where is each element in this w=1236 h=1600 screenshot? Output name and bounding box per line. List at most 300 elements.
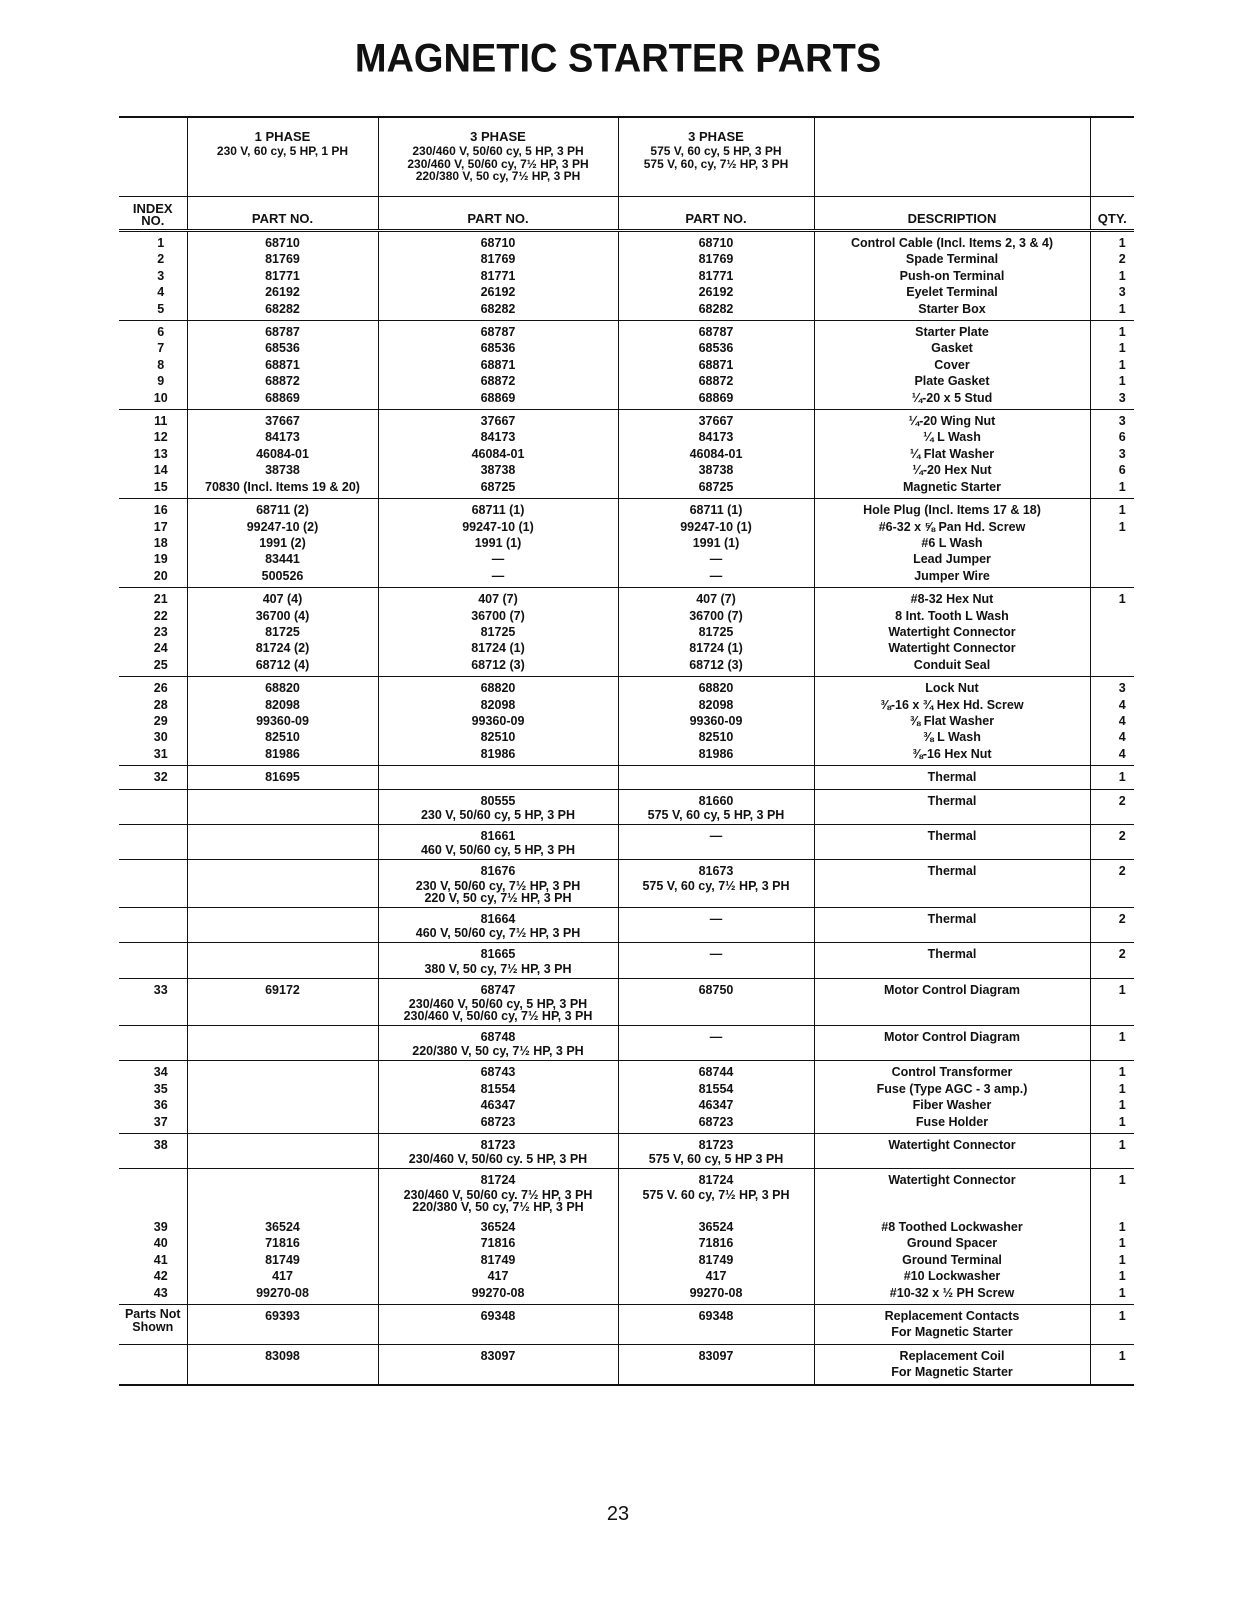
part-no-3phase-b-cell	[618, 499, 814, 588]
part-no-3phase-b-value: 575 V, 60 cy, 7½ HP, 3 PH	[642, 878, 790, 893]
part-no-3phase-b-value: 81986	[698, 746, 734, 761]
qty-value: 2	[1118, 864, 1126, 879]
index-value: 5	[157, 301, 165, 316]
index-cell	[119, 766, 187, 789]
index-value: 1	[157, 236, 165, 250]
part-no-3phase-b-cell	[618, 231, 814, 321]
table-row	[119, 789, 1134, 824]
part-no-1phase-cell	[187, 789, 378, 824]
part-no-3phase-b-value: 99270-08	[689, 1285, 743, 1300]
part-no-header: PART NO.	[187, 197, 378, 231]
description-cell	[814, 1134, 1090, 1169]
index-value: 10	[153, 390, 168, 405]
table-row	[119, 860, 1134, 907]
index-value: 13	[153, 446, 168, 461]
table-row	[119, 1304, 1134, 1344]
qty-value: 4	[1118, 746, 1126, 761]
qty-value: 1	[1118, 1081, 1126, 1096]
qty-value: 1	[1118, 1269, 1126, 1284]
index-value: 6	[157, 325, 165, 340]
phase-header-row	[119, 117, 1134, 197]
part-no-1phase-cell	[187, 588, 378, 677]
part-no-3phase-a-cell	[378, 677, 618, 766]
part-no-1phase-value: 69393	[265, 1308, 300, 1323]
part-no-3phase-b-value: 46084-01	[689, 446, 743, 461]
part-no-3phase-b-value: 81771	[698, 268, 734, 283]
table-row	[119, 825, 1134, 860]
part-no-3phase-a-cell	[378, 231, 618, 321]
index-cell	[119, 978, 187, 1025]
description-value: Hole Plug (Incl. Items 17 & 18)	[863, 503, 1041, 518]
qty-value: 1	[1118, 1236, 1126, 1251]
part-no-1phase-cell	[187, 978, 378, 1025]
part-no-3phase-a-cell	[378, 789, 618, 824]
part-no-3phase-a-cell	[378, 1134, 618, 1169]
part-no-3phase-b-value: 575 V, 60 cy, 5 HP 3 PH	[648, 1152, 784, 1167]
description-cell	[814, 321, 1090, 410]
part-no-3phase-a-value: 81986	[480, 746, 516, 761]
part-no-1phase-value: 84173	[265, 430, 300, 445]
description-value: Fuse (Type AGC - 3 amp.)	[876, 1081, 1028, 1096]
description-cell	[814, 1061, 1090, 1134]
description-value: Thermal	[927, 911, 977, 926]
part-no-3phase-a-value: 68725	[480, 479, 516, 494]
description-cell	[814, 677, 1090, 766]
part-no-3phase-b-cell	[618, 1026, 814, 1061]
part-no-3phase-a-value: 68711 (1)	[471, 503, 525, 518]
index-value: 30	[153, 730, 168, 745]
phase3a-config: 230/460 V, 50/60 cy, 5 HP, 3 PH	[412, 144, 584, 158]
phase3a-config: 220/380 V, 50 cy, 7½ HP, 3 PH	[415, 169, 581, 183]
description-header: DESCRIPTION	[814, 197, 1090, 231]
index-cell	[119, 860, 187, 907]
part-no-1phase-cell	[187, 1304, 378, 1344]
description-value: Starter Plate	[915, 325, 989, 340]
part-no-3phase-a-value: 71816	[480, 1236, 516, 1251]
part-no-3phase-a-cell	[378, 1216, 618, 1305]
qty-cell	[1090, 825, 1134, 860]
part-no-3phase-a-value: 81676	[480, 864, 516, 879]
part-no-3phase-a-value: 99270-08	[471, 1285, 525, 1300]
part-no-1phase-value: 82510	[265, 730, 300, 745]
part-no-1phase-value: 81725	[265, 624, 300, 639]
qty-value: 1	[1118, 1114, 1126, 1129]
description-value: ⅜-16 Hex Nut	[912, 746, 992, 761]
part-no-3phase-b-value: 68725	[698, 479, 734, 494]
table-row	[119, 499, 1134, 588]
part-no-3phase-a-value: 1991 (1)	[474, 535, 522, 550]
part-no-3phase-b-value: 82098	[698, 697, 734, 712]
part-no-3phase-b-cell	[618, 1344, 814, 1384]
part-no-3phase-a-cell	[378, 943, 618, 978]
index-cell	[119, 1344, 187, 1384]
part-no-3phase-a-value: 220/380 V, 50 cy, 7½ HP, 3 PH	[412, 1199, 584, 1214]
part-no-3phase-a-cell	[378, 1304, 618, 1344]
part-no-3phase-b-value: —	[709, 1030, 723, 1045]
description-cell	[814, 410, 1090, 499]
part-no-3phase-a-value: 407 (7)	[478, 592, 518, 607]
page-title: MAGNETIC STARTER PARTS	[354, 36, 882, 82]
description-value: ¼-20 Wing Nut	[908, 414, 996, 429]
part-no-3phase-b-value: 82510	[698, 730, 734, 745]
part-no-1phase-cell	[187, 1026, 378, 1061]
table-row	[119, 588, 1134, 677]
page-number: 23	[606, 1503, 630, 1525]
part-no-3phase-b-value: 68871	[698, 357, 734, 372]
qty-header: QTY.	[1090, 197, 1134, 231]
index-cell	[119, 789, 187, 824]
qty-value: 1	[1118, 325, 1126, 340]
part-no-3phase-b-cell	[618, 825, 814, 860]
description-value: Replacement Coil	[899, 1348, 1005, 1363]
index-value: 40	[153, 1236, 168, 1251]
part-no-3phase-b-value: 1991 (1)	[692, 535, 740, 550]
index-header	[119, 197, 187, 231]
header-blank	[119, 117, 187, 197]
qty-value: 1	[1118, 374, 1126, 389]
part-no-3phase-a-value: 417	[487, 1269, 509, 1284]
table-row	[119, 907, 1134, 942]
table-row	[119, 321, 1134, 410]
description-value: #8-32 Hex Nut	[910, 592, 994, 607]
part-no-header: PART NO.	[618, 197, 814, 231]
index-value: 42	[153, 1269, 168, 1284]
part-no-3phase-a-value: 220 V, 50 cy, 7½ HP, 3 PH	[424, 890, 572, 905]
part-no-3phase-b-cell	[618, 766, 814, 789]
part-no-1phase-value: 68711 (2)	[256, 503, 309, 518]
part-no-3phase-b-value: 68711 (1)	[689, 503, 743, 518]
part-no-3phase-a-value: 68723	[480, 1114, 516, 1129]
description-value: Replacement Contacts	[884, 1308, 1020, 1323]
phase3b-config: 575 V, 60 cy, 5 HP, 3 PH	[650, 144, 782, 158]
table-row	[119, 1169, 1134, 1216]
part-no-3phase-b-value: 81725	[698, 624, 734, 639]
description-value: Thermal	[927, 770, 977, 785]
part-no-1phase-value: 69172	[265, 982, 300, 997]
part-no-1phase-value: 36700 (4)	[255, 608, 310, 623]
part-no-3phase-b-value: 81673	[698, 864, 734, 879]
part-no-1phase-value: 38738	[265, 463, 300, 478]
description-value: ¼-20 Hex Nut	[912, 463, 992, 478]
part-no-3phase-a-value: 69348	[480, 1308, 516, 1323]
qty-value: 1	[1118, 519, 1126, 534]
part-no-3phase-a-cell	[378, 907, 618, 942]
qty-cell	[1090, 499, 1134, 588]
part-no-3phase-a-value: 46347	[480, 1098, 516, 1113]
table-row	[119, 766, 1134, 789]
description-cell	[814, 1216, 1090, 1305]
part-no-1phase-value: 1991 (2)	[259, 535, 306, 550]
part-no-3phase-a-value: 82098	[480, 697, 516, 712]
part-no-3phase-a-value: 230/460 V, 50/60 cy. 5 HP, 3 PH	[408, 1152, 588, 1167]
part-no-3phase-a-value: 220/380 V, 50 cy, 7½ HP, 3 PH	[412, 1044, 584, 1059]
part-no-3phase-a-value: 230/460 V, 50/60 cy. 7½ HP, 3 PH	[403, 1187, 593, 1202]
part-no-3phase-b-cell	[618, 907, 814, 942]
part-no-1phase-cell	[187, 943, 378, 978]
part-no-3phase-a-value: 230 V, 50/60 cy, 7½ HP, 3 PH	[415, 878, 581, 893]
index-value: 9	[157, 374, 165, 389]
description-cell	[814, 907, 1090, 942]
part-no-3phase-b-value: 417	[705, 1269, 727, 1284]
part-no-3phase-a-value: 68748	[480, 1030, 516, 1045]
index-value: 21	[153, 592, 168, 607]
description-value: #10 Lockwasher	[903, 1269, 1001, 1284]
description-value: Magnetic Starter	[903, 479, 1001, 494]
part-no-1phase-value: 68872	[265, 374, 300, 389]
description-cell	[814, 1304, 1090, 1344]
description-value: Ground Spacer	[906, 1236, 998, 1251]
part-no-3phase-a-cell	[378, 766, 618, 789]
part-no-1phase-value: 99270-08	[256, 1285, 309, 1300]
part-no-3phase-a-value: 81723	[480, 1138, 516, 1153]
part-no-3phase-a-value: 81661	[480, 829, 516, 843]
part-no-3phase-a-cell	[378, 825, 618, 860]
part-no-3phase-b-cell	[618, 1304, 814, 1344]
index-cell	[119, 499, 187, 588]
description-value: Control Transformer	[891, 1065, 1013, 1080]
index-cell	[119, 588, 187, 677]
index-value: 22	[153, 608, 168, 623]
part-no-3phase-a-cell	[378, 410, 618, 499]
qty-value: 3	[1118, 414, 1126, 429]
part-no-1phase-value: 46084-01	[256, 446, 309, 461]
qty-value: 4	[1118, 713, 1126, 728]
description-value: ⅜-16 x ¾ Hex Hd. Screw	[880, 697, 1024, 712]
part-no-3phase-a-value: 230/460 V, 50/60 cy, 5 HP, 3 PH	[408, 997, 588, 1012]
part-no-1phase-cell	[187, 499, 378, 588]
description-value: ⅜ L Wash	[923, 730, 981, 745]
part-no-3phase-b-value: 68712 (3)	[689, 657, 743, 672]
part-no-3phase-a-value: 81724	[480, 1173, 516, 1188]
index-value: 28	[153, 697, 168, 712]
qty-cell	[1090, 1134, 1134, 1169]
phase1-header	[187, 117, 378, 197]
part-no-1phase-value: 83441	[265, 552, 300, 567]
part-no-3phase-b-value: 68744	[698, 1065, 734, 1080]
index-value: 12	[153, 430, 168, 445]
part-no-3phase-b-value: 81554	[698, 1081, 734, 1096]
qty-cell	[1090, 789, 1134, 824]
description-value: Eyelet Terminal	[906, 285, 998, 300]
part-no-3phase-b-cell	[618, 789, 814, 824]
description-value: Lock Nut	[925, 681, 979, 696]
part-no-3phase-b-value: 99360-09	[689, 713, 743, 728]
part-no-1phase-cell	[187, 1216, 378, 1305]
part-no-3phase-b-value: 68282	[698, 301, 734, 316]
description-value: Watertight Connector	[888, 1138, 1016, 1153]
index-cell	[119, 231, 187, 321]
index-cell	[119, 1216, 187, 1305]
index-cell	[119, 410, 187, 499]
qty-value: 3	[1118, 285, 1126, 300]
part-no-3phase-b-value: 575 V. 60 cy, 7½ HP, 3 PH	[642, 1187, 790, 1202]
index-value: 4	[157, 285, 165, 300]
part-no-1phase-value: 37667	[265, 414, 300, 429]
index-value: 26	[153, 681, 168, 696]
part-no-1phase-value: 83098	[265, 1348, 300, 1363]
part-no-3phase-a-value: 36700 (7)	[471, 608, 525, 623]
description-value: 8 Int. Tooth L Wash	[895, 608, 1009, 623]
part-no-1phase-value: 81771	[265, 268, 300, 283]
part-no-1phase-cell	[187, 321, 378, 410]
part-no-3phase-a-cell	[378, 588, 618, 677]
index-cell	[119, 1134, 187, 1169]
part-no-3phase-a-value: 99247-10 (1)	[462, 519, 534, 534]
part-no-3phase-b-cell	[618, 410, 814, 499]
qty-value: 1	[1118, 982, 1126, 997]
part-no-3phase-b-value: 37667	[698, 414, 734, 429]
part-no-3phase-b-value: 68710	[698, 236, 734, 250]
description-value: Thermal	[927, 829, 977, 843]
part-no-3phase-b-cell	[618, 1216, 814, 1305]
part-no-3phase-b-value: —	[709, 829, 723, 843]
qty-value: 1	[1118, 341, 1126, 356]
part-no-3phase-b-value: 36700 (7)	[689, 608, 743, 623]
part-no-3phase-b-value: 84173	[698, 430, 734, 445]
part-no-3phase-a-value: 68872	[480, 374, 516, 389]
description-cell	[814, 766, 1090, 789]
qty-cell	[1090, 943, 1134, 978]
part-no-3phase-b-value: 68750	[698, 982, 734, 997]
part-no-3phase-b-cell	[618, 860, 814, 907]
part-no-3phase-b-value: 407 (7)	[696, 592, 736, 607]
part-no-1phase-cell	[187, 825, 378, 860]
table-row	[119, 978, 1134, 1025]
index-value: 23	[153, 624, 168, 639]
qty-value: 1	[1118, 1285, 1126, 1300]
column-label-row	[119, 197, 1134, 231]
part-no-3phase-b-value: 575 V, 60 cy, 5 HP, 3 PH	[647, 808, 785, 822]
qty-cell	[1090, 1026, 1134, 1061]
description-value: Fuse Holder	[915, 1114, 989, 1129]
description-value: ¼-20 x 5 Stud	[911, 390, 993, 405]
description-value: Lead Jumper	[913, 552, 991, 567]
part-no-3phase-b-value: 81724 (1)	[689, 641, 743, 656]
phase1-title: 1 PHASE	[254, 129, 311, 144]
index-cell	[119, 825, 187, 860]
index-cell	[119, 943, 187, 978]
part-no-3phase-a-cell	[378, 1344, 618, 1384]
part-no-3phase-b-cell	[618, 1169, 814, 1216]
part-no-1phase-cell	[187, 1061, 378, 1134]
phase3b-title: 3 PHASE	[688, 129, 744, 144]
part-no-3phase-b-cell	[618, 1134, 814, 1169]
part-no-3phase-a-value: 83097	[480, 1348, 516, 1363]
table-row	[119, 410, 1134, 499]
part-no-3phase-a-value: 84173	[480, 430, 516, 445]
part-no-3phase-b-value: —	[709, 911, 723, 926]
part-no-3phase-b-cell	[618, 943, 814, 978]
part-no-3phase-b-value: 68723	[698, 1114, 734, 1129]
index-value: 16	[153, 503, 168, 518]
index-value: 2	[157, 252, 165, 267]
part-no-3phase-b-cell	[618, 978, 814, 1025]
description-value: Plate Gasket	[914, 374, 990, 389]
part-no-3phase-a-value: 36524	[480, 1219, 516, 1234]
part-no-3phase-b-value: 81749	[698, 1252, 734, 1267]
part-no-3phase-b-cell	[618, 1061, 814, 1134]
qty-cell	[1090, 978, 1134, 1025]
part-no-1phase-value: 81695	[265, 770, 300, 785]
index-value: 37	[153, 1114, 168, 1129]
part-no-3phase-b-value: 68869	[698, 390, 734, 405]
part-no-3phase-b-value: 68820	[698, 681, 734, 696]
part-no-3phase-a-value: 380 V, 50 cy, 7½ HP, 3 PH	[424, 961, 572, 976]
part-no-3phase-a-value: 81724 (1)	[471, 641, 525, 656]
qty-value: 1	[1118, 592, 1126, 607]
part-no-3phase-b-value: —	[709, 568, 723, 583]
table-row	[119, 1061, 1134, 1134]
description-value: Ground Terminal	[902, 1252, 1002, 1267]
phase1-config: 230 V, 60 cy, 5 HP, 1 PH	[216, 144, 349, 158]
part-no-1phase-cell	[187, 1169, 378, 1216]
part-no-1phase-value: 407 (4)	[262, 592, 303, 607]
index-value: 25	[153, 657, 168, 672]
index-value: 33	[153, 982, 168, 997]
description-cell	[814, 1169, 1090, 1216]
index-value: 31	[153, 746, 168, 761]
part-no-1phase-value: 68282	[265, 301, 300, 316]
index-cell	[119, 1304, 187, 1344]
description-value: #10-32 x ½ PH Screw	[889, 1285, 1015, 1300]
part-no-3phase-a-cell	[378, 1026, 618, 1061]
description-value: Spade Terminal	[905, 252, 999, 267]
part-no-1phase-cell	[187, 677, 378, 766]
index-value: 8	[157, 357, 165, 372]
description-value: ¼ Flat Washer	[909, 446, 995, 461]
description-value: Motor Control Diagram	[883, 1030, 1021, 1045]
part-no-3phase-a-value: 68743	[480, 1065, 516, 1080]
part-no-3phase-a-value: 68710	[480, 236, 516, 250]
qty-cell	[1090, 766, 1134, 789]
part-no-3phase-b-value: 81723	[698, 1138, 734, 1153]
part-no-3phase-a-value: 81554	[480, 1081, 516, 1096]
part-no-3phase-b-value: 68536	[698, 341, 734, 356]
part-no-1phase-cell	[187, 410, 378, 499]
qty-cell	[1090, 907, 1134, 942]
part-no-3phase-a-cell	[378, 321, 618, 410]
part-no-3phase-b-cell	[618, 677, 814, 766]
index-value: 20	[153, 568, 168, 583]
description-value: Jumper Wire	[914, 568, 990, 583]
index-value: 15	[153, 479, 168, 494]
qty-value: 1	[1118, 1030, 1126, 1045]
index-cell	[119, 907, 187, 942]
part-no-3phase-a-value: 230 V, 50/60 cy, 5 HP, 3 PH	[420, 808, 576, 822]
description-value: Thermal	[927, 947, 977, 962]
part-no-3phase-a-value: 38738	[480, 463, 516, 478]
part-no-1phase-value: 68536	[265, 341, 300, 356]
index-value: 7	[157, 341, 165, 356]
part-no-3phase-a-value: 82510	[480, 730, 516, 745]
description-cell	[814, 978, 1090, 1025]
part-no-3phase-b-value: —	[709, 947, 723, 962]
header-blank	[814, 117, 1090, 197]
part-no-3phase-a-value: 68536	[480, 341, 516, 356]
index-value: 3	[157, 268, 165, 283]
qty-cell	[1090, 1169, 1134, 1216]
qty-cell	[1090, 860, 1134, 907]
qty-value: 1	[1118, 236, 1126, 250]
qty-value: 2	[1118, 947, 1126, 962]
qty-value: 6	[1118, 430, 1126, 445]
index-cell	[119, 321, 187, 410]
part-no-1phase-value: 68820	[265, 681, 300, 696]
part-no-3phase-b-value: 68787	[698, 325, 734, 340]
index-value: 32	[153, 770, 168, 785]
phase3b-config: 575 V, 60, cy, 7½ HP, 3 PH	[643, 156, 789, 171]
part-no-3phase-b-cell	[618, 588, 814, 677]
